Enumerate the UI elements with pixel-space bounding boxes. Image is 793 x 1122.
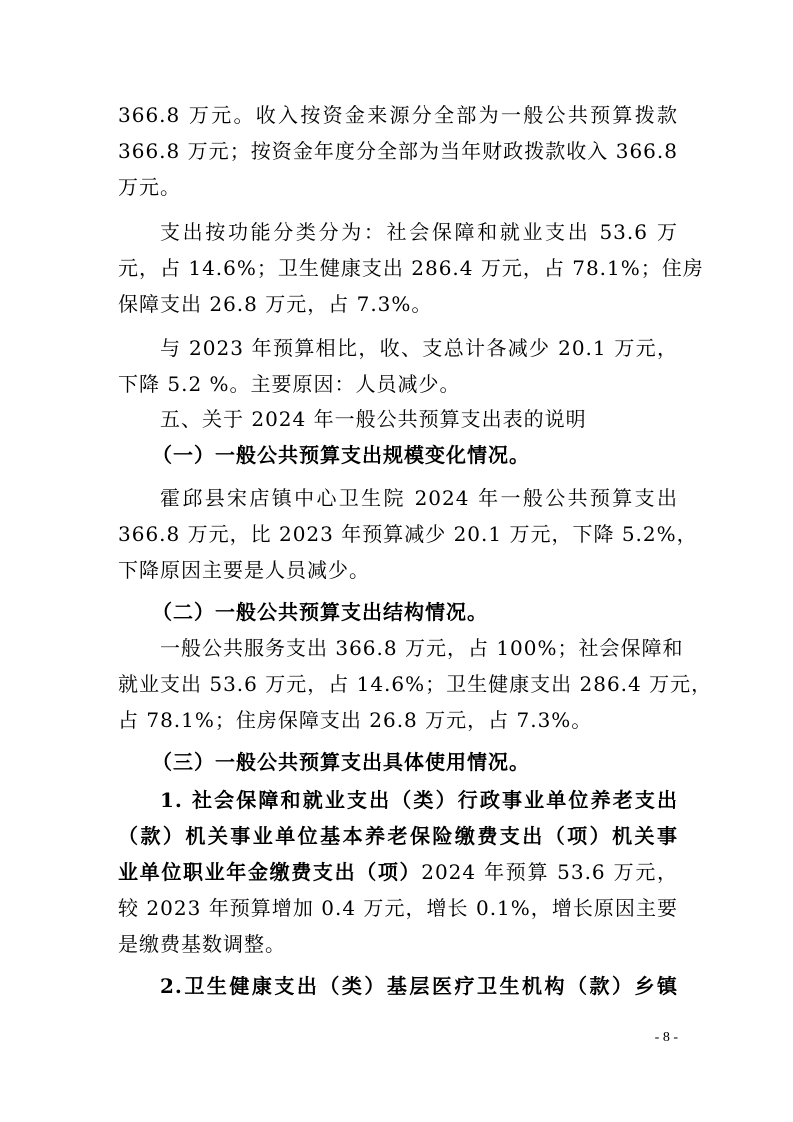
text-line: 占 78.1%；住房保障支出 26.8 万元，占 7.3%。 <box>118 708 593 732</box>
page-number: - 8 - <box>654 1030 678 1045</box>
item-heading-rest: 2024 年预算 53.6 万元， <box>421 860 678 884</box>
item-heading <box>118 854 678 890</box>
text-line: 支出按功能分类分为：社会保障和就业支出 53.6 万 <box>160 220 678 244</box>
text-line: 就业支出 53.6 万元，占 14.6%；卫生健康支出 286.4 万元， <box>118 672 713 696</box>
text-line: 366.8 万元，比 2023 年预算减少 20.1 万元，下降 5.2%， <box>118 522 698 546</box>
text-line: 366.8 万元；按资金年度分全部为当年财政拨款收入 366.8 <box>118 139 678 163</box>
text-line: 较 2023 年预算增加 0.4 万元，增长 0.1%，增长原因主要 <box>118 896 678 920</box>
item-heading: 2.卫生健康支出（类）基层医疗卫生机构（款）乡镇 <box>160 974 678 998</box>
text-line: 保障支出 26.8 万元，占 7.3%。 <box>118 292 433 316</box>
text-line: 下降 5.2 %。主要原因：人员减少。 <box>118 372 461 396</box>
text-line: 是缴费基数调整。 <box>118 932 286 956</box>
text-line: 下降原因主要是人员减少。 <box>118 558 370 582</box>
item-heading: 1. 社会保障和就业支出（类）行政事业单位养老支出 <box>160 788 678 812</box>
section-heading: 五、关于 2024 年一般公共预算支出表的说明 <box>160 407 587 431</box>
subsection-heading: （一）一般公共预算支出规模变化情况。 <box>152 443 530 467</box>
subsection-heading: （三）一般公共预算支出具体使用情况。 <box>152 750 530 774</box>
text-line: 霍邱县宋店镇中心卫生院 2024 年一般公共预算支出 <box>160 486 678 510</box>
item-heading: （款）机关事业单位基本养老保险缴费支出（项）机关事 <box>118 824 678 848</box>
text-line: 366.8 万元。收入按资金来源分全部为一般公共预算拨款 <box>118 103 678 127</box>
text-line: 万元。 <box>118 175 181 199</box>
text-line: 元，占 14.6%；卫生健康支出 286.4 万元，占 78.1%；住房 <box>118 256 704 280</box>
text-line: 一般公共服务支出 366.8 万元，占 100%；社会保障和 <box>160 636 684 660</box>
subsection-heading: （二）一般公共预算支出结构情况。 <box>152 600 488 624</box>
item-heading-bold: 业单位职业年金缴费支出（项） <box>118 860 422 884</box>
text-line: 与 2023 年预算相比，收、支总计各减少 20.1 万元， <box>160 336 678 360</box>
